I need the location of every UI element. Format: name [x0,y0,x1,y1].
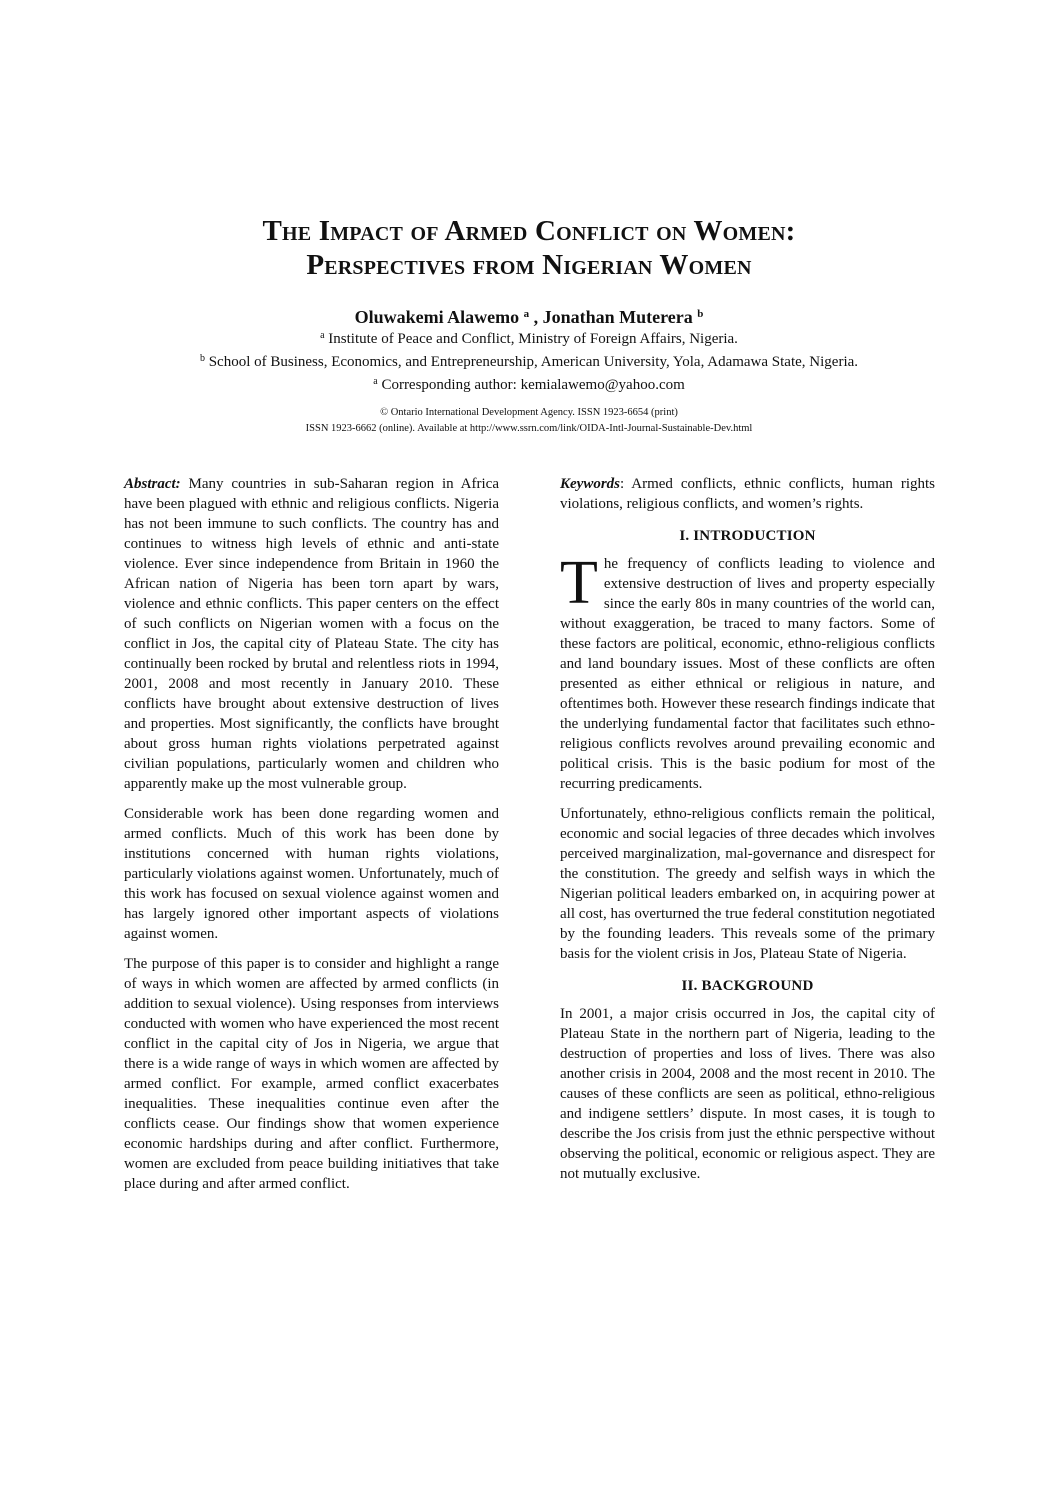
background-paragraph-1: In 2001, a major crisis occurred in Jos, the capital city of Plateau State in the northern part of Nigeria, leading to the destruction of properties and loss of lives. There was also another crisis in 2004, 2008 and the most recent in 2010. The causes of these conflicts are seen as political, ethno-religious and indigene settlers’ dispute. In most cases, it is tough to describe the Jos crisis from just the ethnic perspective without observing the political, economic or religious aspect. They are not mutually exclusive. [560,1006,935,1182]
affiliation-b-mark: b [199,353,205,364]
corresponding-author-text: Corresponding author: kemialawemo@yahoo.com [377,377,685,393]
notice-line-2: ISSN 1923-6662 (online). Available at http://www.ssrn.com/link/OIDA-Intl-Journal-Sustainable-Dev.html [305,423,753,434]
drop-cap: T [560,549,598,617]
keywords-label: Keywords [560,476,620,492]
notice-line-1: © Ontario International Development Agency. ISSN 1923-6654 (print) [380,407,678,418]
affiliation-a [0,326,1058,349]
author-2: Jonathan Muterera [542,307,693,327]
keywords-paragraph [560,474,935,514]
keywords-text: : Armed conflicts, ethnic conflicts, human rights violations, religious conflicts, and women’s rights. [560,476,935,512]
corresponding-mark: a [373,376,378,387]
affiliation-a-mark: a [320,330,325,341]
author-1: Oluwakemi Alawemo [354,307,520,327]
affiliation-a-text: Institute of Peace and Conflict, Ministry of Foreign Affairs, Nigeria. [324,331,738,347]
author-2-affiliation-mark: b [697,308,704,320]
section-heading-introduction: I. INTRODUCTION [679,528,816,544]
corresponding-author [0,372,1058,395]
left-column [124,474,499,1204]
title-line-1: The Impact of Armed Conflict on Women: [262,215,796,247]
author-list [0,303,1058,328]
body-paragraph: Considerable work has been done regarding women and armed conflicts. Much of this work has been done by institutions concerned with human rights violations, particularly violations against women. Unfortunately, much of this work has focused on sexual violence against women and has largely ignored other important aspects of violations against women. [124,806,499,942]
intro-paragraph-1-text: he frequency of conflicts leading to violence and extensive destruction of lives and property especially since the early 80s in many countries of the world can, without exaggeration, be traced to many factors. Some of these factors are political, economic, ethno-religious conflicts and land boundary issues. Most of these conflicts are often presented as either ethnical or religious in nature, and oftentimes both. However these research findings indicate that the underlying fundamental factor that facilitates such ethno-religious conflicts revolves around prevailing economic and political crisis. This is the basic podium for most of the recurring predicaments. [560,556,935,792]
section-heading-background: II. BACKGROUND [681,978,814,994]
abstract-label: Abstract: [124,476,181,492]
author-separator: , [529,307,543,327]
affiliation-b-text: School of Business, Economics, and Entrepreneurship, American University, Yola, Adamawa State, Nigeria. [204,354,859,370]
body-paragraph: The purpose of this paper is to consider and highlight a range of ways in which women are affected by armed conflicts (in addition to sexual violence). Using responses from interviews conducted with women who have experienced the most recent conflict in the capital city of Jos in Nigeria, we argue that there is a wide range of ways in which women are affected by armed conflict. For example, armed conflict exacerbates inequalities. These inequalities continue even after the conflicts cease. Our findings show that women experience economic hardships during and after conflict. Furthermore, women are excluded from peace building initiatives that take place during and after armed conflict. [124,956,499,1192]
copyright-notice [0,405,1058,437]
intro-paragraph-1 [560,549,935,794]
title-line-2: Perspectives from Nigerian Women [306,249,752,281]
abstract-text: Many countries in sub-Saharan region in Africa have been plagued with ethnic and religious conflicts. Nigeria has not been immune to such conflicts. The country has and continues to witness high levels of ethnic and anti-state violence. Ever since independence from Britain in 1960 the African nation of Nigeria has been torn apart by wars, violence and ethnic conflicts. This paper centers on the effect of such conflicts on Nigerian women with a focus on the conflict in Jos, the capital city of Plateau State. The city has continually been rocked by brutal and relentless riots in 1994, 2001, 2008 and most recently in January 2010. These conflicts have brought about extensive destruction of lives and properties. Most significantly, the conflicts have brought about gross human rights violations perpetrated against civilian populations, particularly women and children who apparently make up the most vulnerable group. [124,476,499,792]
intro-paragraph-2: Unfortunately, ethno-religious conflicts remain the political, economic and social legacies of three decades which involves perceived marginalization, mal-governance and disrespect for the constitution. The greedy and selfish ways in which the Nigerian political leaders embarked on, in acquiring power at all cost, has overturned the true federal constitution negotiated by the founding leaders. This reveals some of the primary basis for the violent crisis in Jos, Plateau State of Nigeria. [560,806,935,962]
right-column [560,474,935,1194]
paper-title [0,214,1058,282]
author-1-affiliation-mark: a [523,308,530,320]
affiliations [0,326,1058,395]
abstract-paragraph [124,474,499,794]
affiliation-b [0,349,1058,372]
